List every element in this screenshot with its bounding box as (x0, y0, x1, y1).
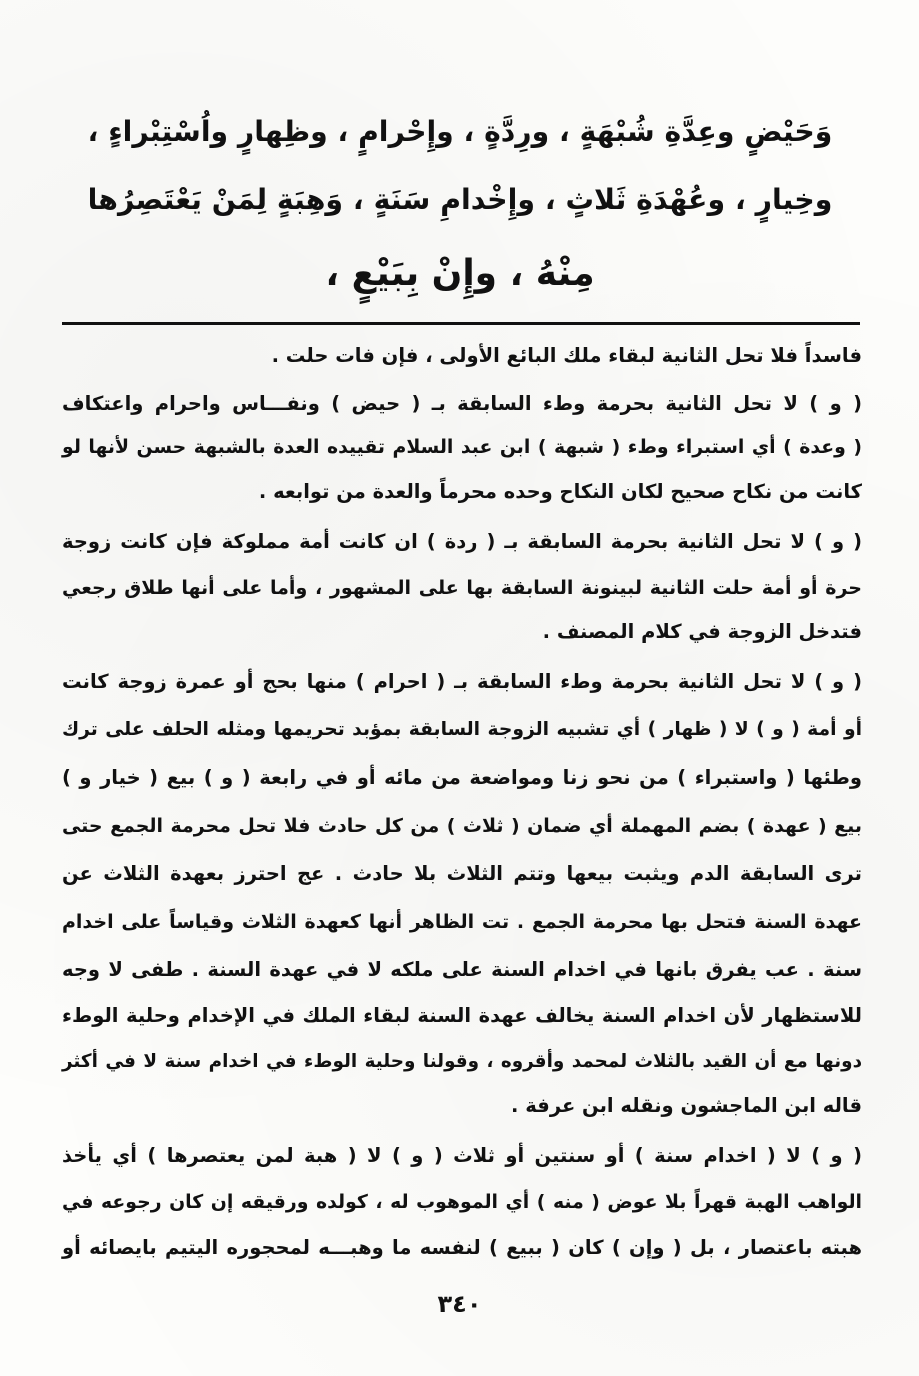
commentary-line: ( و ) لا ( اخدام سنة ) أو سنتين أو ثلاث ( و ) لا ( هبة لمن يعتصرها ) أي يأخذ (62, 1144, 862, 1167)
commentary-line: أو أمة ( و ) لا ( ظهار ) أي تشبيه الزوجة السابقة بمؤبد تحريمها ومثله الحلف على ترك (62, 719, 862, 740)
verse-line-2: وخِيارٍ ، وعُهْدَةِ ثَلاثٍ ، وإِخْدامِ سَنَةٍ ، وَهِبَةٍ لِمَنْ يَعْتَصِرُها (87, 183, 833, 216)
commentary-line: سنة . عب يفرق بانها في اخدام السنة على ملكه لا في عهدة السنة . طفى لا وجه (62, 958, 862, 981)
commentary-line: دونها مع أن القيد بالثلاث لمحمد وأقروه ، وقولنا وحلية الوطء في اخدام سنة لا في أكثر (62, 1051, 862, 1072)
commentary-line: ( و ) لا تحل الثانية بحرمة السابقة بـ ( ردة ) ان كانت أمة مملوكة فإن كانت زوجة (62, 530, 862, 553)
commentary-line: ( و ) لا تحل الثانية بحرمة وطء السابقة بـ ( احرام ) منها بحج أو عمرة زوجة كانت (62, 670, 862, 693)
commentary-line: ترى السابقة الدم ويثبت بيعها وتتم الثلاث بلا حادث . عج احترز بعهدة الثلاث عن (62, 862, 862, 885)
commentary-line: وطئها ( واستبراء ) من نحو زنا ومواضعة من مائه أو في رابعة ( و ) بيع ( خيار و ) (62, 766, 862, 789)
commentary-line: حرة أو أمة حلت الثانية لبينونة السابقة بها على المشهور ، وأما على أنها طلاق رجعي (62, 577, 862, 599)
commentary-line: قاله ابن الماجشون ونقله ابن عرفة . (511, 1094, 862, 1117)
commentary-line: هبته باعتصار ، بل ( وإن ) كان ( ببيع ) لنفسه ما وهبـــه لمحجوره اليتيم بايصائه أو (62, 1236, 862, 1259)
commentary-line: بيع ( عهدة ) بضم المهملة أي ضمان ( ثلاث ) من كل حادث فلا تحل محرمة الجمع حتى (62, 815, 862, 837)
verse-line-3: مِنْهُ ، وإِنْ بِبَيْعٍ ، (325, 253, 595, 294)
page-number: ٣٤٠ (437, 1290, 482, 1318)
commentary-line: عهدة السنة فتحل بها محرمة الجمع . تت الظاهر أنها كعهدة الثلاث وقياساً على اخدام (62, 911, 862, 933)
commentary-line: كانت من نكاح صحيح لكان النكاح وحده محرماً والعدة من توابعه . (258, 480, 862, 503)
commentary-line: ( وعدة ) أي استبراء وطء ( شبهة ) ابن عبد السلام تقييده العدة بالشبهة حسن لأنها لو (62, 437, 862, 458)
commentary-line: فاسداً فلا تحل الثانية لبقاء ملك البائع الأولى ، فإن فات حلت . (271, 344, 862, 367)
commentary-line: للاستظهار لأن اخدام السنة يخالف عهدة السنة لبقاء الملك في الإخدام وحلية الوطء (62, 1004, 862, 1027)
commentary-line: الواهب الهبة قهراً بلا عوض ( منه ) أي الموهوب له ، كولده ورقيقه إن كان رجوعه في (62, 1191, 862, 1213)
separator-rule (62, 322, 860, 325)
verse-line-1: وَحَيْضٍ وعِدَّةِ شُبْهَةٍ ، ورِدَّةٍ ، وإِحْرامٍ ، وظِهارٍ واُسْتِبْراءٍ ، (87, 115, 833, 148)
commentary-line: ( و ) لا تحل الثانية بحرمة وطء السابقة بـ ( حيض ) ونفـــاس واحرام واعتكاف (62, 392, 862, 415)
commentary-line: فتدخل الزوجة في كلام المصنف . (542, 620, 862, 643)
